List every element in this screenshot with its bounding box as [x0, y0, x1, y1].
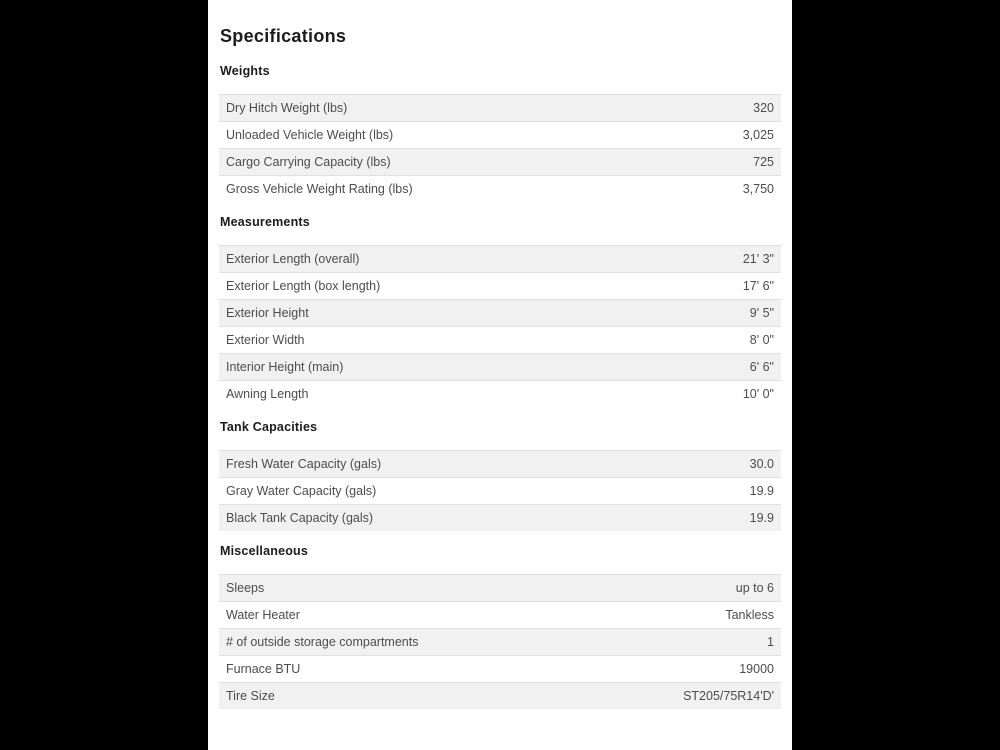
spec-label: Unloaded Vehicle Weight (lbs) — [226, 128, 394, 142]
section-heading-weights: Weights — [220, 64, 270, 78]
spec-label: Sleeps — [226, 581, 265, 595]
spec-value: 17' 6" — [742, 279, 774, 293]
spec-row — [219, 149, 781, 176]
spec-value: 19.9 — [749, 511, 774, 525]
spec-label: Water Heater — [226, 608, 300, 622]
spec-label: Interior Height (main) — [226, 360, 344, 374]
specifications-panel — [208, 0, 792, 750]
spec-row — [219, 381, 781, 408]
spec-row — [219, 505, 781, 532]
spec-row — [219, 602, 781, 629]
spec-label: Black Tank Capacity (gals) — [226, 511, 374, 525]
spec-value: 725 — [753, 155, 774, 169]
spec-row — [219, 575, 781, 602]
spec-value: 6' 6" — [749, 360, 774, 374]
spec-table-tank-capacities — [219, 450, 781, 531]
spec-row — [219, 273, 781, 300]
spec-row — [219, 327, 781, 354]
spec-row — [219, 176, 781, 203]
spec-row — [219, 95, 781, 122]
spec-table-measurements — [219, 245, 781, 407]
spec-label: Tire Size — [226, 689, 275, 703]
page-title: Specifications — [220, 26, 347, 46]
spec-row — [219, 122, 781, 149]
spec-value: up to 6 — [735, 581, 774, 595]
spec-value: 19.9 — [749, 484, 774, 498]
spec-value: 10' 0" — [742, 387, 774, 401]
spec-row — [219, 683, 781, 710]
spec-value: 19000 — [739, 662, 774, 676]
spec-label: Exterior Length (box length) — [226, 279, 381, 293]
spec-row — [219, 300, 781, 327]
spec-label: Fresh Water Capacity (gals) — [226, 457, 382, 471]
spec-row — [219, 629, 781, 656]
spec-value: ST205/75R14'D' — [683, 689, 774, 703]
spec-table-weights — [219, 94, 781, 202]
spec-row — [219, 246, 781, 273]
spec-row — [219, 451, 781, 478]
spec-label: Exterior Width — [226, 333, 305, 347]
spec-label: Cargo Carrying Capacity (lbs) — [226, 155, 391, 169]
spec-value: 3,750 — [742, 182, 774, 196]
spec-value: 3,025 — [742, 128, 774, 142]
spec-label: Awning Length — [226, 387, 309, 401]
spec-row — [219, 656, 781, 683]
spec-value: 320 — [753, 101, 774, 115]
spec-label: Furnace BTU — [226, 662, 301, 676]
spec-value: Tankless — [725, 608, 774, 622]
spec-row — [219, 478, 781, 505]
spec-value: 8' 0" — [749, 333, 774, 347]
section-heading-miscellaneous: Miscellaneous — [220, 544, 309, 558]
spec-label: Gray Water Capacity (gals) — [226, 484, 377, 498]
spec-value: 9' 5" — [749, 306, 774, 320]
spec-value: 21' 3" — [742, 252, 774, 266]
section-heading-measurements: Measurements — [220, 215, 310, 229]
spec-value: 30.0 — [749, 457, 774, 471]
spec-label: # of outside storage compartments — [226, 635, 419, 649]
section-heading-tank-capacities: Tank Capacities — [220, 420, 318, 434]
spec-sections — [219, 64, 781, 709]
spec-label: Gross Vehicle Weight Rating (lbs) — [226, 182, 413, 196]
spec-label: Exterior Height — [226, 306, 309, 320]
spec-value: 1 — [767, 635, 774, 649]
spec-label: Dry Hitch Weight (lbs) — [226, 101, 348, 115]
spec-table-miscellaneous — [219, 574, 781, 709]
spec-row — [219, 354, 781, 381]
spec-label: Exterior Length (overall) — [226, 252, 360, 266]
